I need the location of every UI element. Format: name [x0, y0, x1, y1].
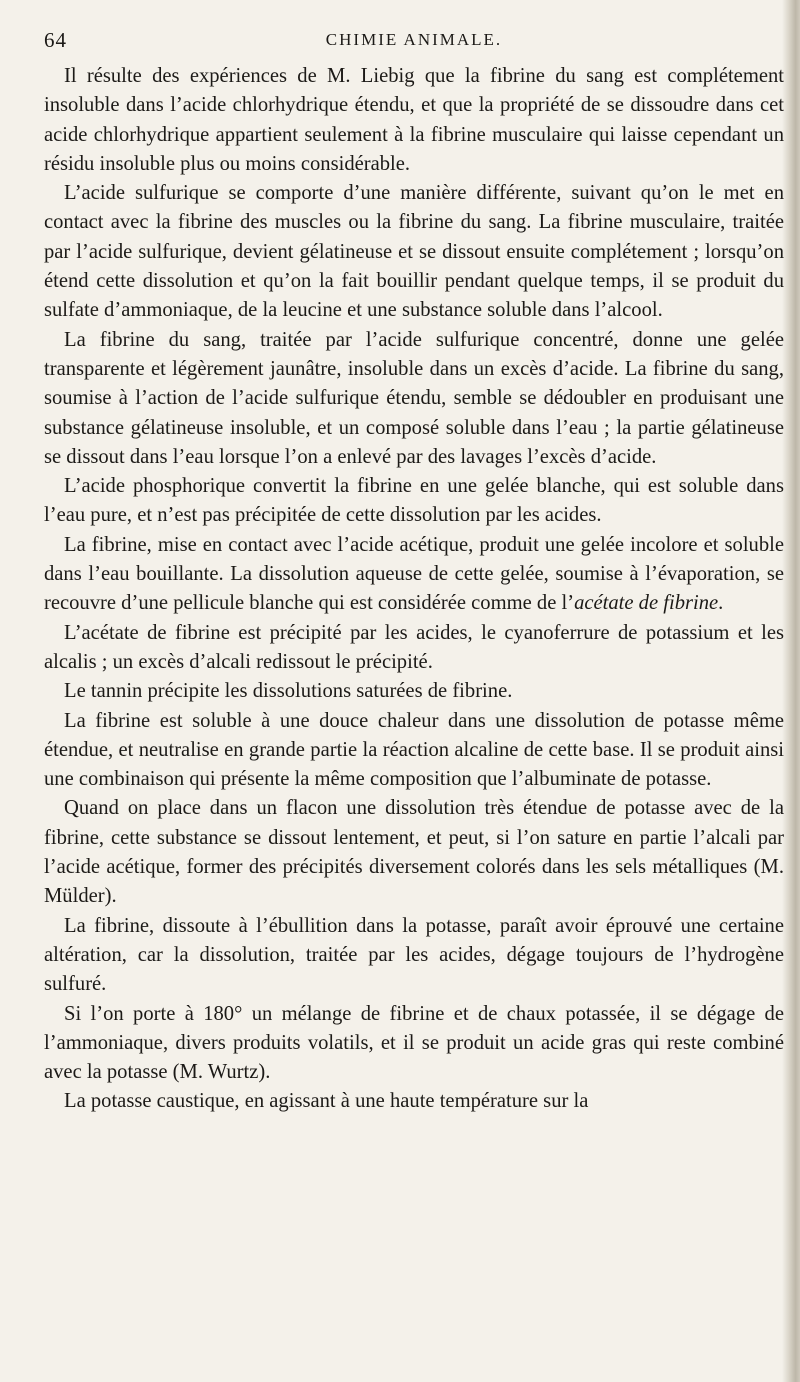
paragraph-5-end: .: [718, 592, 724, 615]
paragraph-9: Quand on place dans un flacon une dissolution très étendue de potasse avec de la fibrine, cette substance se dissout lentement, et peut, si l’on sature en partie l’alcali par l’acide acétique, former des précipités diversement colorés dans les sels métalliques (M. Mülder).: [44, 797, 784, 908]
paragraph-7: Le tannin précipite les dissolutions saturées de fibrine.: [64, 680, 513, 703]
page-header: [44, 28, 784, 58]
paragraph-4: L’acide phosphorique convertit la fibrine en une gelée blanche, qui est soluble dans l’eau pure, et n’est pas précipitée de cette dissolution par les acides.: [44, 475, 784, 527]
paragraph-6: L’acétate de fibrine est précipité par les acides, le cyanoferrure de potassium et les alcalis ; un excès d’alcali redissout le précipité.: [44, 621, 784, 673]
paragraph-8: La fibrine est soluble à une douce chaleur dans une dissolution de potasse même étendue, et neutralise en grande partie la réaction alcaline de cette base. Il se produit ainsi une combinaison qui présente la même composition que l’albuminate de potasse.: [44, 709, 784, 791]
paragraph-5-text: La fibrine, mise en contact avec l’acide acétique, produit une gelée incolore et soluble dans l’eau bouillante. La dissolution aqueuse de cette gelée, soumise à l’évaporation, se recouvre d’une pellicule blanche qui est considérée comme de l’: [44, 533, 784, 615]
paragraph-1: Il résulte des expériences de M. Liebig que la fibrine du sang est complétement insoluble dans l’acide chlorhydrique étendu, et que la propriété de se dissoudre dans cet acide chlorhydrique appartient seulement à la fibrine musculaire qui laisse cependant un résidu insoluble plus ou moins considérable.: [44, 65, 784, 175]
body-text: [44, 62, 784, 1117]
paragraph-5: [44, 531, 784, 619]
paragraph-3: La fibrine du sang, traitée par l’acide sulfurique concentré, donne une gelée transparente et légèrement jaunâtre, insoluble dans un excès d’acide. La fibrine du sang, soumise à l’action de l’acide sulfurique étendu, semble se dédoubler en produisant une substance gélatineuse insoluble, et un composé soluble dans l’eau ; la partie gélatineuse se dissout dans l’eau lorsque l’on a enlevé par des lavages l’excès d’acide.: [44, 328, 784, 468]
paragraph-5-italic-term: acétate de fibrine: [574, 592, 719, 615]
paragraph-10: La fibrine, dissoute à l’ébullition dans la potasse, paraît avoir éprouvé une certaine altération, car la dissolution, traitée par les acides, dégage toujours de l’hydrogène sulfuré.: [44, 914, 784, 996]
paragraph-12: La potasse caustique, en agissant à une haute température sur la: [64, 1090, 589, 1113]
page-number: 64: [44, 28, 67, 52]
paragraph-2: L’acide sulfurique se comporte d’une manière différente, suivant qu’on le met en contact avec la fibrine des muscles ou la fibrine du sang. La fibrine musculaire, traitée par l’acide sulfurique, devient gélatineuse et se dissout ensuite complétement ; lorsqu’on étend cette dissolution et qu’on la fait bouillir pendant quelque temps, il se produit du sulfate d’ammoniaque, de la leucine et une substance soluble dans l’alcool.: [44, 182, 784, 322]
page-edge-shadow: [782, 0, 800, 1382]
paragraph-11: Si l’on porte à 180° un mélange de fibrine et de chaux potassée, il se dégage de l’ammoniaque, divers produits volatils, et il se produit un acide gras qui reste combiné avec la potasse (M. Wurtz).: [44, 1002, 784, 1084]
running-head: CHIMIE ANIMALE.: [325, 30, 503, 49]
